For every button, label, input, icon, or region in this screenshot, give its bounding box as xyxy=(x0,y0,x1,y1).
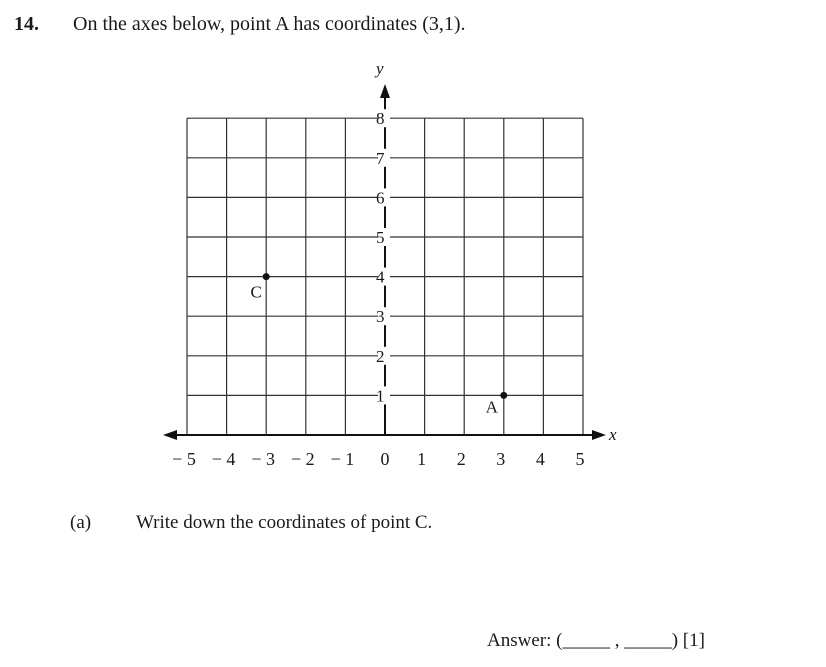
x-axis-label: x xyxy=(609,425,617,444)
question-number: 14. xyxy=(14,13,39,35)
y-tick-label: 3 xyxy=(376,307,385,327)
point-a-marker xyxy=(500,392,507,399)
y-tick-label: 8 xyxy=(376,109,385,129)
answer-blank-x[interactable]: _____ xyxy=(562,630,610,651)
x-tick-label: 0 xyxy=(380,449,390,469)
y-axis-label: y xyxy=(376,59,384,78)
point-c-label: C xyxy=(250,282,262,302)
x-tick-label: 2 xyxy=(456,449,466,469)
y-tick-label: 2 xyxy=(376,346,385,366)
answer-line xyxy=(487,630,705,652)
y-tick-label: 1 xyxy=(376,386,385,406)
answer-label: Answer: ( xyxy=(487,630,563,651)
point-c-marker xyxy=(263,273,270,280)
point-a-label: A xyxy=(485,397,498,417)
y-tick-label: 5 xyxy=(376,228,385,247)
x-axis-left-arrow xyxy=(163,430,177,440)
question-text: On the axes below, point A has coordinates (3,1). xyxy=(73,13,466,35)
x-tick-label: − 4 xyxy=(211,449,236,469)
x-tick-label: 4 xyxy=(535,449,545,469)
y-tick-label: 6 xyxy=(376,188,385,208)
x-tick-label: 1 xyxy=(417,449,427,469)
x-tick-label: 5 xyxy=(575,449,585,469)
y-tick-label: 7 xyxy=(376,148,385,168)
answer-separator: , xyxy=(609,630,625,651)
part-a-text: Write down the coordinates of point C. xyxy=(136,512,433,533)
x-tick-label: − 2 xyxy=(290,449,315,469)
x-tick-label: − 3 xyxy=(251,449,276,469)
y-axis-arrow xyxy=(380,84,390,98)
y-tick-label: 4 xyxy=(376,267,385,287)
part-a-label: (a) xyxy=(70,512,92,533)
x-tick-label: − 1 xyxy=(330,449,355,469)
x-tick-label: − 5 xyxy=(172,449,196,469)
answer-close: ) [1] xyxy=(671,630,705,651)
x-axis-right-arrow xyxy=(592,430,606,440)
answer-blank-y[interactable]: _____ xyxy=(624,630,672,651)
x-tick-label: 3 xyxy=(496,449,506,469)
